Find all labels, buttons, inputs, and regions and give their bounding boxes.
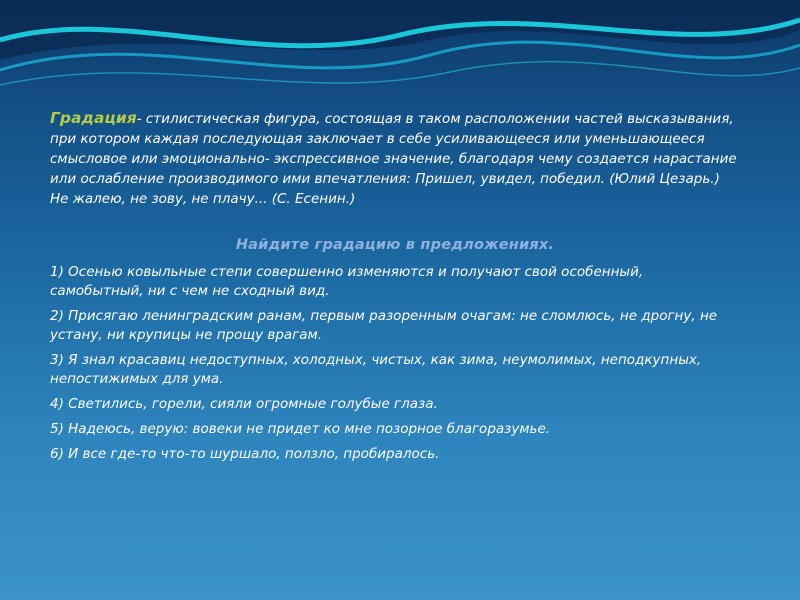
sentence-item: 4) Светились, горели, сияли огромные голубые глаза. xyxy=(50,396,438,412)
task-title: Найдите градацию в предложениях. xyxy=(235,237,555,253)
sentence-list xyxy=(50,263,740,464)
sentence-item: 2) Присягаю ленинградским ранам, первым разоренным очагам: не сломлюсь, не дрогну, не устану, ни крупицы не прощу врагам. xyxy=(50,308,718,343)
decorative-waves xyxy=(0,0,800,110)
sentence-item: 5) Надеюсь, верую: вовеки не придет ко мне позорное благоразумье. xyxy=(50,421,551,437)
definition-text: - стилистическая фигура, состоящая в таком расположении частей высказывания, при котором каждая последующая заключает в себе усиливающееся или уменьшающееся смысловое или эмоционально- экспрессивное значение, благодаря чему создается нарастание или ослабление производимого ими впечатления: Пришел, увидел, победил. (Юлий Цезарь.) Не жалею, не зову, не плачу... (С. Есенин.) xyxy=(50,111,737,207)
definition-paragraph xyxy=(50,108,740,209)
sentence-item: 3) Я знал красавиц недоступных, холодных, чистых, как зима, неумолимых, неподкупных, непостижимых для ума. xyxy=(50,352,702,387)
slide-content xyxy=(50,108,740,470)
term-gradation: Градация xyxy=(50,109,137,127)
sentence-item: 1) Осенью ковыльные степи совершенно изменяются и получают свой особенный, самобытный, ни с чем не сходный вид. xyxy=(50,264,644,299)
sentence-item: 6) И все где-то что-то шуршало, ползло, пробиралось. xyxy=(50,446,440,462)
